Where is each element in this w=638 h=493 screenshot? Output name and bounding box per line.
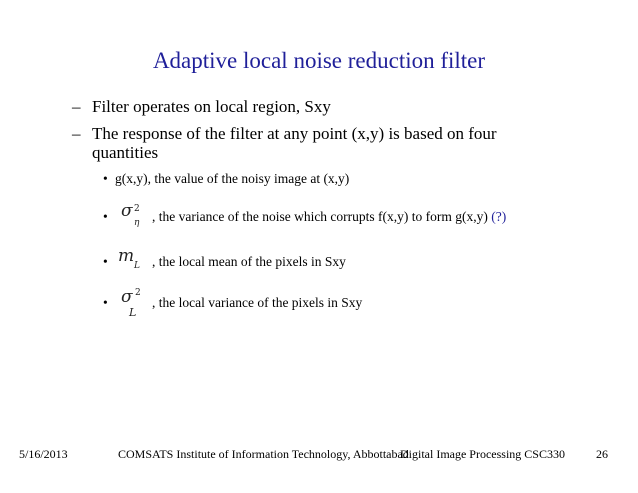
- dash-marker: –: [72, 124, 81, 143]
- bullet-marker: •: [103, 295, 108, 310]
- bullet-text: , the local variance of the pixels in Sxy: [152, 295, 363, 310]
- dash-marker: –: [72, 97, 81, 116]
- slide: Adaptive local noise reduction filter – Filter operates on local region, Sxy – The response of the filter at any point (x,y) is based on four quantities • g(x,y), the value of the noisy image at (x,y) • σ 2 η , the variance of the noise which corrupts f(x,y) to form g(x,y) (?) • m L , the local mean of the pixels in Sxy • σ 2 L , the local variance of the pixels in Sxy 5/16/2013 COMSATS Institute of Information Technology, Abbottabad Digital Image Processing CSC330 26: [0, 0, 638, 493]
- bullet-marker: •: [103, 171, 108, 186]
- bullet-text: g(x,y), the value of the noisy image at (x,y): [115, 171, 350, 186]
- bullet-text: , the variance of the noise which corrupts f(x,y) to form g(x,y) (?): [152, 209, 507, 224]
- bullet-marker: •: [103, 254, 108, 269]
- footer-course: Digital Image Processing CSC330: [400, 447, 565, 461]
- footer-date: 5/16/2013: [19, 447, 68, 461]
- footer-institution: COMSATS Institute of Information Technology, Abbottabad: [118, 447, 409, 461]
- question-mark-note: (?): [491, 209, 507, 224]
- dash-item-text: The response of the filter at any point (x,y) is based on four: [92, 124, 497, 143]
- slide-title: Adaptive local noise reduction filter: [152, 48, 486, 73]
- bullet-text: , the local mean of the pixels in Sxy: [152, 254, 346, 269]
- footer-page-number: 26: [596, 447, 608, 461]
- bullet-marker: •: [103, 209, 108, 224]
- dash-item-text: Filter operates on local region, Sxy: [92, 97, 331, 116]
- dash-item-text: quantities: [92, 143, 159, 162]
